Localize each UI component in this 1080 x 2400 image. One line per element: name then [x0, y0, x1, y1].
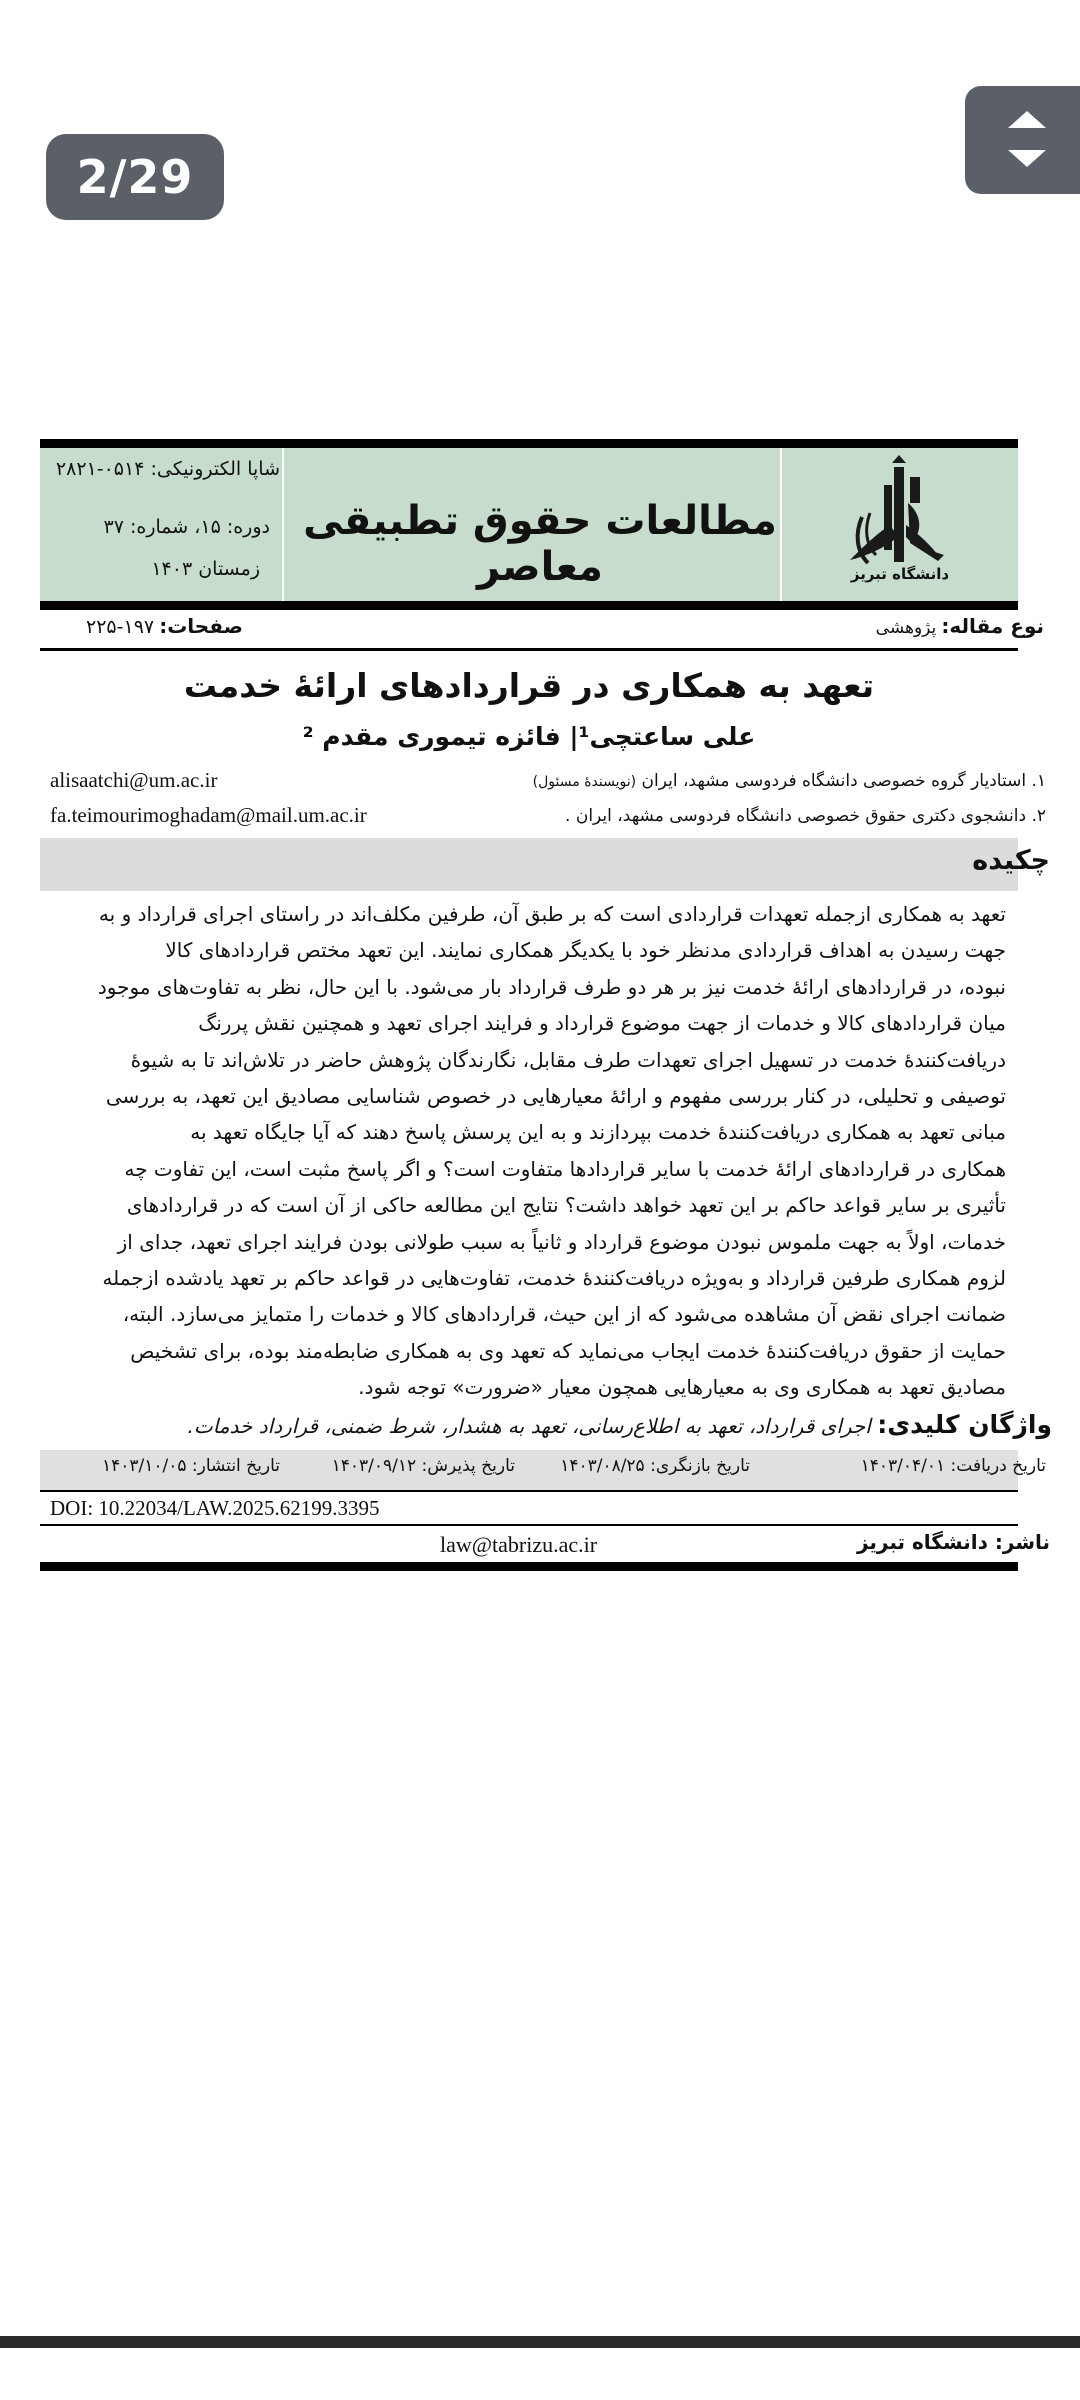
header-top-rule: [40, 439, 1018, 448]
university-logo: [820, 455, 980, 595]
article-authors: علی ساعتچی¹| فائزه تیموری مقدم ²: [302, 722, 756, 751]
article-type: [876, 614, 1044, 638]
header-bottom-rule: [40, 601, 1018, 610]
scroll-toggle-button[interactable]: [965, 86, 1080, 194]
abstract-line: جهت رسیدن به اهداف قراردادی مدنظر خود با یکدیگر همکاری نمایند. این تعهد مختص قراردادهای کالا: [165, 938, 1006, 963]
abstract-line: لزوم همکاری طرفین قرارداد و به‌ویژه دریافت‌کنندهٔ خدمت، تفاوت‌هایی در قواعد حاکم بر تعهد یادشده ازجمله: [102, 1266, 1006, 1291]
abstract-line: ضمانت اجرای نقض آن مشاهده می‌شود که از این حیث، قراردادهای کالا و خدمات را متمایز می‌سازد. البته،: [122, 1302, 1006, 1327]
abstract-line: حمایت از حقوق دریافت‌کنندهٔ خدمت ایجاب می‌نماید که تعهد وی به همکاری ضابطه‌مند بوده، برای تشخیص: [130, 1338, 1006, 1363]
abstract-heading: چکیده: [972, 845, 1050, 876]
affiliation-1-text: ۱. استادیار گروه خصوصی دانشگاه فردوسی مشهد، ایران: [641, 771, 1046, 791]
affiliation-1-note: (نویسندهٔ مسئول): [532, 774, 637, 790]
article-pages: [86, 614, 243, 638]
abstract-line: مبانی تعهد به همکاری دریافت‌کنندهٔ خدمت بپردازند و به این پرسش پاسخ دهند که آیا جایگاه تعهد به: [190, 1120, 1006, 1145]
abstract-line: تأثیری بر سایر قواعد حاکم بر این تعهد خواهد داشت؟ نتایج این مطالعه حاکی از آن است که در قراردادهای: [126, 1193, 1006, 1218]
journal-issn: شاپا الکترونیکی: ۰۵۱۴-۲۸۲۱: [55, 458, 280, 480]
doi-link[interactable]: DOI: 10.22034/LAW.2025.62199.3395: [50, 1496, 380, 1520]
affiliation-1: [533, 771, 1046, 791]
abstract-line: دریافت‌کنندهٔ خدمت در تسهیل اجرای تعهدات طرف مقابل، نگارندگان پژوهش حاضر در تلاش‌اند تا به شیوهٔ: [130, 1047, 1006, 1072]
header-divider-left: [282, 448, 284, 601]
header-divider-right: [780, 448, 782, 601]
article-type-label: نوع مقاله:: [941, 614, 1044, 638]
article-pages-value: ۱۹۷-۲۲۵: [86, 616, 155, 638]
abstract-heading-band: [40, 838, 1018, 891]
date-received: تاریخ دریافت: ۱۴۰۳/۰۴/۰۱: [860, 1456, 1046, 1476]
bottom-bar: [0, 2336, 1080, 2348]
abstract-line: همکاری در قراردادهای ارائهٔ خدمت با سایر قراردادها متفاوت است؟ و اگر پاسخ مثبت است، این تفاوت چه: [124, 1156, 1006, 1181]
dates-rule: [40, 1490, 1018, 1492]
page-indicator[interactable]: 2/29: [46, 134, 224, 220]
article-type-value: پژوهشی: [875, 618, 937, 638]
journal-season: زمستان ۱۴۰۳: [151, 558, 260, 580]
journal-title: مطالعات حقوق تطبیقی معاصر: [303, 498, 777, 590]
affiliation-2: [565, 806, 1046, 826]
date-revised: تاریخ بازنگری: ۱۴۰۳/۰۸/۲۵: [560, 1456, 750, 1476]
footer-rule: [40, 1562, 1018, 1571]
abstract-line: مصادیق تعهد به همکاری وی به معیارهایی همچون معیار «ضرورت» توجه شود.: [358, 1375, 1006, 1400]
article-title: تعهد به همکاری در قراردادهای ارائهٔ خدمت: [183, 666, 875, 705]
date-published: تاریخ انتشار: ۱۴۰۳/۱۰/۰۵: [101, 1456, 280, 1476]
abstract-line: توصیفی و تحلیلی، در کنار بررسی مفهوم و ارائهٔ معیارهایی در خصوص شناسایی مصادیق این تعهد، به بررسی: [105, 1084, 1006, 1109]
abstract-line: تعهد به همکاری ازجمله تعهدات قراردادی است که بر طبق آن، طرفین مکلف‌اند در راستای اجرای قرارداد و به: [98, 902, 1006, 926]
abstract-line: نبوده، در قراردادهای ارائهٔ خدمت نیز بر هر دو طرف قرارداد بار می‌شود. با این حال، نظر به تفاوت‌های موجود: [97, 974, 1006, 999]
abstract-line: خدمات، اولاً به جهت ملموس نبودن موضوع قرارداد و ثانیاً به سبب طولانی بودن فرایند اجرای تعهد، جدای از: [117, 1229, 1006, 1254]
author-1-email[interactable]: alisaatchi@um.ac.ir: [50, 768, 218, 792]
keywords-value: اجرای قرارداد، تعهد به اطلاع‌رسانی، تعهد به هشدار، شرط ضمنی، قرارداد خدمات.: [187, 1414, 871, 1438]
abstract-line: میان قراردادهای کالا و خدمات از جهت موضوع قرارداد و فرایند اجرای تعهد و همچنین نقش پررنگ: [198, 1011, 1006, 1036]
author-2-email[interactable]: fa.teimourimoghadam@mail.um.ac.ir: [50, 803, 367, 827]
journal-volume-issue: دوره: ۱۵، شماره: ۳۷: [103, 516, 270, 538]
publisher-email[interactable]: law@tabrizu.ac.ir: [440, 1532, 598, 1557]
logo-text: دانشگاه تبریز: [850, 565, 950, 583]
keywords-label: واژگان کلیدی:: [877, 1410, 1052, 1439]
publisher: ناشر: دانشگاه تبریز: [856, 1530, 1050, 1554]
date-accepted: تاریخ پذیرش: ۱۴۰۳/۰۹/۱۲: [331, 1456, 515, 1476]
affiliation-2-text: ۲. دانشجوی دکتری حقوق خصوصی دانشگاه فردوسی مشهد، ایران .: [565, 806, 1046, 826]
article-pages-label: صفحات:: [159, 614, 243, 638]
title-rule: [40, 648, 1018, 651]
up-down-arrows-icon: [965, 86, 1080, 194]
doi-rule: [40, 1524, 1018, 1526]
keywords: [92, 1410, 1052, 1439]
abstract-body: [52, 896, 1006, 1406]
